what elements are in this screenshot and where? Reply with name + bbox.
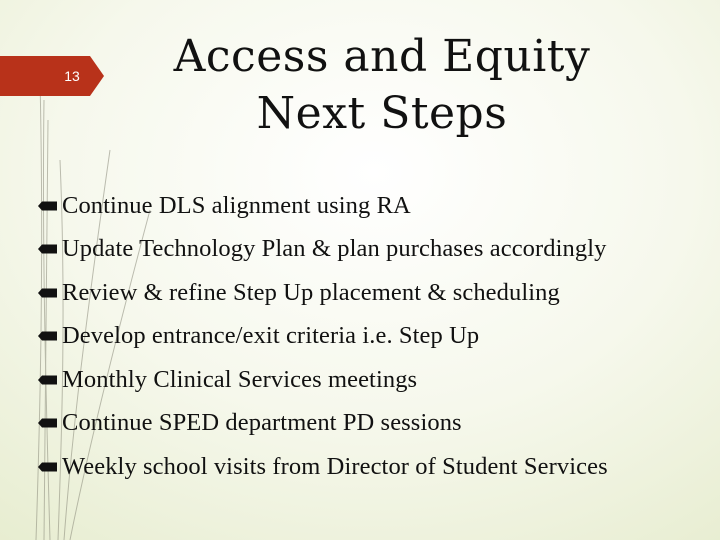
- bullet-item: [37, 445, 608, 489]
- bullet-list: [37, 184, 608, 489]
- bullet-text: Monthly Clinical Services meetings: [62, 365, 418, 393]
- pencil-icon: [37, 415, 59, 431]
- slide-title-line-2: Next Steps: [256, 88, 508, 139]
- bullet-item: [37, 402, 608, 446]
- bullet-text: Continue SPED department PD sessions: [62, 409, 462, 437]
- pencil-icon: [37, 328, 59, 344]
- slide-title: [122, 28, 642, 142]
- bullet-text: Update Technology Plan & plan purchases accordingly: [62, 235, 607, 263]
- slide-number: 13: [64, 68, 80, 84]
- slide-title-line-1: Access and Equity: [173, 31, 591, 82]
- bullet-item: [37, 358, 608, 402]
- bullet-item: [37, 315, 608, 359]
- slide-number-badge: [0, 56, 104, 96]
- bullet-text: Develop entrance/exit criteria i.e. Step Up: [62, 322, 480, 350]
- pencil-icon: [37, 372, 59, 388]
- bullet-text: Continue DLS alignment using RA: [62, 191, 411, 219]
- pencil-icon: [37, 285, 59, 301]
- bullet-text: Review & refine Step Up placement & scheduling: [62, 278, 560, 306]
- pencil-icon: [37, 241, 59, 257]
- bullet-item: [37, 228, 608, 272]
- bullet-item: [37, 271, 608, 315]
- pencil-icon: [37, 198, 59, 214]
- bullet-text: Weekly school visits from Director of Student Services: [62, 452, 608, 480]
- pencil-icon: [37, 459, 59, 475]
- bullet-item: [37, 184, 608, 228]
